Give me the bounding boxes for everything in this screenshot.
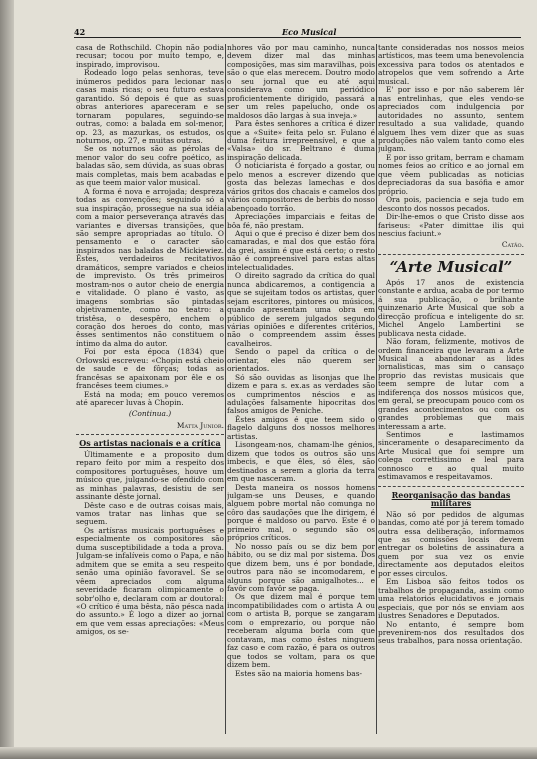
paragraph: Últimamente e a proposito dum reparo feito por mim a respeito dos compositores portuguêses, houve um músico que, julgando-se ofendido com as minhas palavras, desistiu de ser assinante dêste jornal. — [76, 449, 224, 502]
paragraph: Para êstes senhores a crítica é dizer que a «Suite» feita pelo sr. Fulano é duma feitura irrepreensível, e que a «Valsa» do sr. Beltrano é duma inspiração delicada. — [227, 119, 375, 162]
paragraph: Foi por esta época (1834) que Orlowski escreveu: «Chopin está cheio de saude e de fôrças; todas as francêsas se apaixonam por êle e os francêses teem ciumes.» — [76, 347, 224, 391]
paragraph: Dêste caso e de outras coisas mais, vamos tratar nas linhas que se seguem. — [76, 500, 224, 527]
paragraph: Ora pois, paciencia e seja tudo em desconto dos nossos pecados. — [378, 195, 524, 213]
author-signature: Matta Junior. — [176, 420, 224, 430]
section-divider — [378, 486, 524, 487]
paragraph: E' por isso e por não saberem lêr nas entrelinhas, que eles vendo-se apreciados com indulgencia por autoridades no assunto, sentem resultado a sua validade, quando alguem lhes vem dizer que as suas produções não valem tanto como eles julgam. — [378, 85, 524, 154]
paragraph: casa de Rothschild. Chopin não podia recusar; tocou por muito tempo, e, inspirado, improvisou. — [76, 44, 224, 69]
author-signature: Catão. — [501, 240, 524, 250]
magazine-title: Eco Musical — [282, 27, 337, 37]
paragraph: Rodeado logo pelas senhoras, teve inúmeros pedidos para lecionar nas casas mais ricas; o seu futuro estava garantido. Só depois é que as suas obras anteriores apareceram e se tornaram populares, seguindo-se outras, como: a balada em sol-menor, op. 23, as mazurkas, os estudos, os noturnos, op. 27, e muitas outras. — [76, 68, 224, 145]
paragraph: Lisongeam-nos, chamam-lhe génios, dizem que todos os outros são uns imbecis, e que êles, só êles, são destinados a serem a gloria da terra em que nasceram. — [227, 440, 375, 484]
section-title: Reorganisação das bandas militares — [391, 489, 511, 509]
paragraph: Em Lisboa são feitos todos os trabalhos de propaganda, assim como uma relatorios elucidativos e jornais especiais, que por nós se enviam aos ilustres Senadores e Deputados. — [378, 577, 524, 621]
header-rule — [74, 37, 521, 38]
paragraph: No nosso país ou se diz bem por hábito, ou se diz mal por sistema. Dos que dizem bem, uns é por bondade, outros para não se incomodarem, e alguns porque são amigalhotes... e favôr com favôr se paga. — [227, 541, 375, 593]
page-number: 42 — [74, 27, 86, 37]
page-bottom-edge — [0, 747, 537, 759]
section-title: “Arte Musical” — [389, 257, 513, 276]
paragraph: Desta maneira os nossos homens julgam-se uns Deuses, e quando alguem pobre mortal não comunga no côro das saudações que lhe dirigem, é porque é maldoso ou parvo. Este é o primeiro mal, o segundo são os próprios críticos. — [227, 482, 375, 543]
paragraph: E por isso gritam, berram e chamam nomes feios ao crítico e ao jornal em que vêem publicadas as noticias depreciadoras da sua basófia e amor próprio. — [378, 152, 524, 196]
section-divider — [76, 434, 224, 435]
column-2 — [227, 44, 375, 744]
paragraph: Só são ouvidas as lisonjas que lhe dizem e para s. ex.as as verdades são os cumprimentos néscios e as adulações falsamente hipocritas dos falsos amigos de Peniche. — [227, 372, 375, 416]
paragraph: Se os noturnos são as pérolas de menor valor do seu cofre poético, as baladas são, sem dúvida, as suas obras mais completas, mais bem acabadas e as que teem maior valor musical. — [76, 144, 224, 188]
paragraph: Dir-lhe-emos o que Cristo disse aos fariseus: «Pater dimittae ilis qui nescius faciunt.» — [378, 212, 524, 238]
paragraph: Sentimos e lastimamos sinceramente o desaparecimento da Arte Musical que foi sempre um colega correttissimo e leal para connosco e ao qual muito estimavamos e respeitavamos. — [378, 430, 524, 482]
continued-note: (Continua.) — [128, 409, 172, 419]
paragraph: Estes são na maioria homens bas- — [235, 668, 362, 678]
paragraph: Não só por pedidos de algumas bandas, como até por já terem tomado outra essa deliberação, informamos que as comissões locais devem entregar os boletins de assinatura a quem por sua vez os envie directamente aos deputados eleitos por esses circulos. — [378, 509, 524, 578]
section-title: Os artistas nacionais e a crítica — [79, 438, 221, 449]
paragraph: Após 17 anos de existencia constante e ardua, acaba de por termo á sua publicação, o brilhante quinzenario Arte Musical que sob a direcção profícua e inteligente do sr. Michel Angelo Lambertini se publicava nesta cidade. — [378, 277, 524, 338]
paragraph: Sendo o papel da crítica o de orientar, eles não querem ser orientados. — [227, 347, 375, 374]
column-rule-1 — [225, 44, 226, 734]
column-rule-2 — [376, 44, 377, 734]
paragraph: Os artísras musicais portuguêses e especialmente os compositores são duma susceptibilidade a toda a prova. Julgam-se infalíveis como o Papa, e não admitem que se emita a seu respeito senão uma opinião favoravel. Se se vêem apreciados com alguma severidade ficaram olimpicamente o sobr'olho e, declaram com ar doutoral: «O crítico é uma bêsta, não pésca nada do assunto.» É logo a dizer ao jornal em que vem essas apreciações: «Meus amigos, os se- — [76, 525, 224, 637]
page-left-edge — [0, 0, 14, 759]
paragraph: nhores vão por mau caminho, nunca devem dizer mal das minhas composições, mas sim maravilhas, pois são o que elas merecem. Doutro modo o seu jornal que eu até aqui considerava como um periódico proficientemente dirigido, passará a ser um reles papelucho, onde os maldosos dão largas à sua inveja.» — [227, 44, 375, 120]
column-3 — [378, 44, 524, 744]
paragraph: O noticiarista é forçado a gostar, ou pelo menos a escrever dizendo que gosta das belezas lamechas e dos vários gritos dos chacais e camelos dos vários compositores de berbis do nosso abençoado torrão. — [227, 161, 375, 213]
paragraph: O direito sagrado da crítica do qual nunca abdicaremos, a contigencia a que se sujeitam todos os artistas, quer sejam escritores, pintores ou músicos, quando apresentam uma obra em público de serem julgados segundo várias opiniões e diferentes critérios, não o compreendem assim êsses cavalheiros. — [227, 271, 375, 348]
paragraph: Os que dizem mal é porque tem incompatibilidades com o artista A ou com o artista B, porque se zangaram com o emprezario, ou porque não receberam alguma borla com que contavam, mas como êstes ninguem faz caso e com razão, é para os outros que todos se voltam, para os que dizem bem. — [227, 592, 375, 670]
paragraph: A forma é nova e arrojada; despreza todas as convenções; seguindo só a sua inspiração, prossegue na sua idéia com a maior perseverança através das variantes e diversas transições, que são sempre apropriadas ao título. O pensamento e o caracter são inspirados nas baladas de Mickiewiez. Êstes, verdadeiros recitativos dramáticos, sempre variados e cheios de imprevisto. Os três primeiros mostram-nos o autor cheio de energia e vitalidade. O plano é vasto, as imagens sombrias são pintadas objetivamente, como no teatro: a tristêsa, o desespêro, enchem o coração dos heroes do conto, mas êsses sentimentos não constituem o íntimo da alma do autor. — [76, 186, 224, 348]
column-1 — [76, 44, 224, 744]
paragraph: Aqui o que é preciso é dizer bem dos camaradas, e mal dos que estão fóra da grei, assim é que está certo; o resto não é compreensivel para estas altas intelectualidades. — [227, 228, 375, 272]
paragraph: Apreciações imparciais e feitas de bôa fé, não prestam. — [227, 212, 375, 230]
paragraph: Está na moda; em pouco veremos até aparecer luvas à Chopin. — [76, 389, 224, 408]
section-divider — [378, 254, 524, 255]
page-header — [74, 27, 521, 39]
paragraph: Não foram, felizmente, motivos de ordem financeira que levaram a Arte Musical a abandonar as lides jornalisticas, mas sim o cansaço proprio das revistas musicais que teem sempre de lutar com a indiferença dos nossos músicos que, em geral, se preocupam pouco com os grandes acontecimentos ou com os grandes problemas que mais interessam a arte. — [378, 337, 524, 431]
paragraph: tante consideradas nos nossos meios artísticos, mas teem uma benevolencia excessiva para todos os atentados e atropelos que vem sofrendo a Arte musical. — [378, 44, 524, 86]
paragraph: Êstes amigos é que teem sido o flagelo dalguns dos nossos melhores artistas. — [227, 414, 375, 441]
paragraph: No entanto, é sempre bom prevenirem-nos dos resultados dos seus trabalhos, para nossa orientação. — [378, 619, 524, 646]
